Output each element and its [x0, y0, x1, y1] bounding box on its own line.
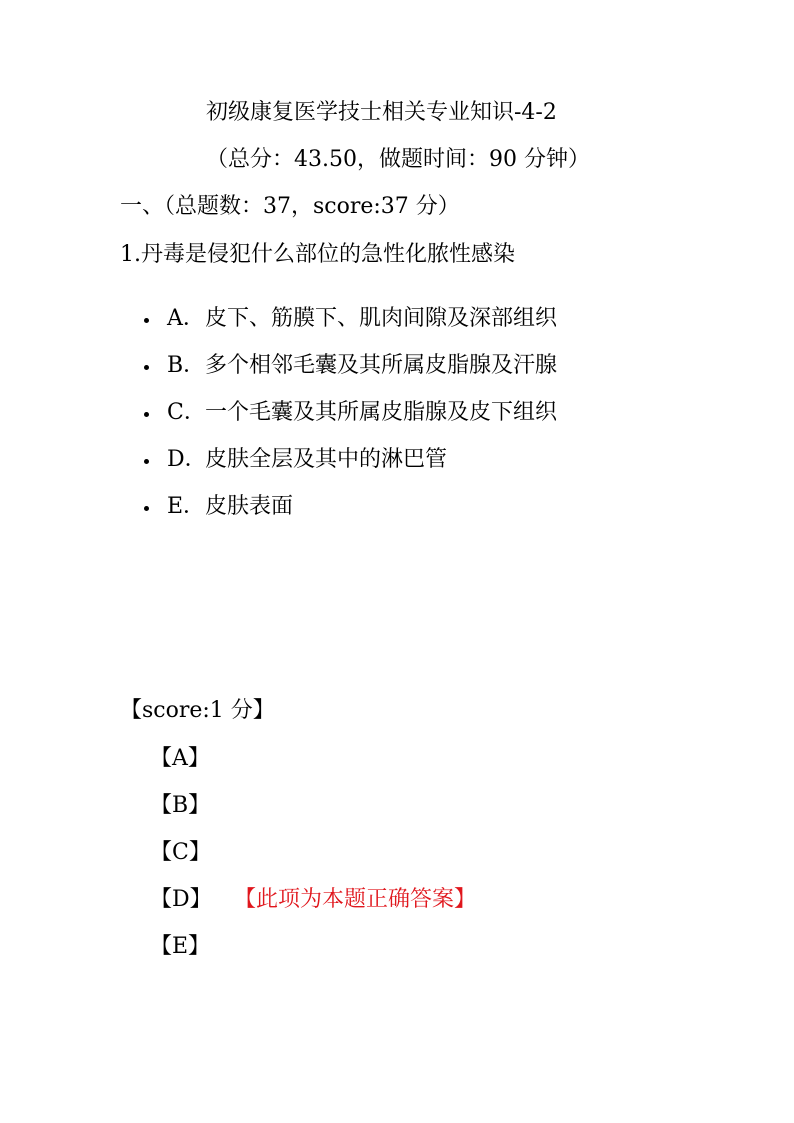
score-label: 【score:1 分】	[120, 698, 275, 723]
answer-key-letter: 【B】	[150, 793, 211, 818]
option-list	[140, 304, 557, 539]
bullet-icon	[144, 506, 149, 511]
option-item	[140, 445, 557, 492]
option-text: 一个毛囊及其所属皮脂腺及皮下组织	[205, 400, 558, 425]
option-text: 皮肤全层及其中的淋巴管	[205, 447, 448, 472]
answer-key-item	[150, 744, 476, 791]
document-title: 初级康复医学技士相关专业知识-4-2	[206, 100, 557, 125]
answer-key-letter: 【E】	[150, 934, 211, 959]
option-letter: E．	[167, 494, 206, 519]
option-item	[140, 304, 557, 351]
bullet-icon	[144, 365, 149, 370]
answer-key-item	[150, 791, 476, 838]
option-item	[140, 492, 557, 539]
section-header: 一、（总题数：37，score:37 分）	[120, 194, 460, 219]
correct-answer-note: 【此项为本题正确答案】	[234, 887, 477, 912]
bullet-icon	[144, 318, 149, 323]
answer-key-item	[150, 838, 476, 885]
option-text: 多个相邻毛囊及其所属皮脂腺及汗腺	[205, 353, 558, 378]
option-item	[140, 398, 557, 445]
option-text: 皮肤表面	[205, 494, 294, 519]
question-text: 1.丹毒是侵犯什么部位的急性化脓性感染	[120, 242, 515, 267]
option-letter: D．	[167, 447, 207, 472]
option-text: 皮下、筋膜下、肌肉间隙及深部组织	[205, 306, 558, 331]
answer-key-list	[150, 744, 476, 979]
option-letter: B．	[167, 353, 206, 378]
bullet-icon	[144, 412, 149, 417]
bullet-icon	[144, 459, 149, 464]
document-subtitle: （总分：43.50，做题时间：90 分钟）	[206, 147, 590, 172]
option-letter: C．	[167, 400, 206, 425]
option-item	[140, 351, 557, 398]
answer-key-letter: 【A】	[150, 746, 210, 771]
answer-key-item	[150, 885, 476, 932]
option-letter: A．	[167, 306, 205, 331]
answer-key-item	[150, 932, 476, 979]
answer-key-letter: 【C】	[150, 840, 211, 865]
answer-key-letter: 【D】	[150, 887, 212, 912]
